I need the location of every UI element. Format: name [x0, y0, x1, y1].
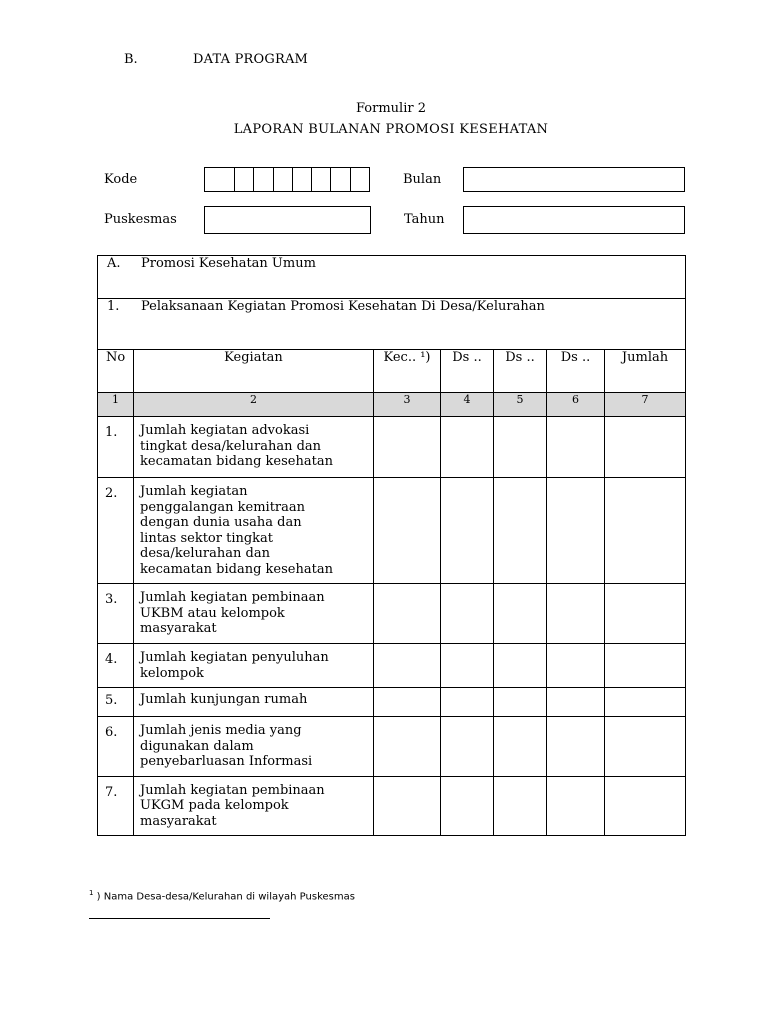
cell-ds[interactable] — [441, 584, 494, 644]
kode-digit-box[interactable] — [254, 168, 273, 191]
report-table — [97, 255, 686, 836]
cell-ds[interactable] — [547, 776, 605, 836]
kegiatan-line: kecamatan bidang kesehatan — [140, 454, 333, 469]
kode-digit-box[interactable] — [293, 168, 312, 191]
section-letter: B. — [124, 52, 138, 67]
footnote — [89, 889, 355, 902]
cell-jumlah[interactable] — [605, 717, 686, 777]
footnote-divider — [89, 918, 270, 919]
cell-ds[interactable] — [441, 417, 494, 478]
bulan-label: Bulan — [403, 172, 442, 187]
cell-ds[interactable] — [441, 478, 494, 584]
row-kegiatan — [134, 417, 374, 478]
header-kegiatan: Kegiatan — [134, 350, 374, 393]
kegiatan-line: masyarakat — [140, 813, 217, 829]
table-row — [98, 584, 686, 644]
subsection-1-title: Pelaksanaan Kegiatan Promosi Kesehatan Di Desa/Kelurahan — [141, 299, 545, 314]
cell-jumlah[interactable] — [605, 644, 686, 688]
cell-jumlah[interactable] — [605, 584, 686, 644]
column-index: 4 — [441, 393, 494, 417]
column-index: 2 — [134, 393, 374, 417]
kegiatan-line: Jumlah kegiatan — [140, 484, 248, 499]
puskesmas-label: Puskesmas — [104, 212, 177, 227]
table-row — [98, 478, 686, 584]
cell-jumlah[interactable] — [605, 688, 686, 717]
row-number: 6. — [98, 717, 134, 777]
cell-ds[interactable] — [547, 688, 605, 717]
cell-kec[interactable] — [374, 417, 441, 478]
cell-ds[interactable] — [494, 776, 547, 836]
footnote-text: ) Nama Desa-desa/Kelurahan di wilayah Puskesmas — [96, 891, 355, 903]
cell-ds[interactable] — [547, 644, 605, 688]
column-index: 3 — [374, 393, 441, 417]
kode-input-grid[interactable] — [204, 167, 370, 192]
table-row — [98, 688, 686, 717]
kegiatan-line: UKGM pada kelompok — [140, 798, 289, 813]
row-kegiatan — [134, 644, 374, 688]
cell-kec[interactable] — [374, 478, 441, 584]
kegiatan-line: digunakan dalam — [140, 738, 254, 754]
cell-ds[interactable] — [441, 688, 494, 717]
kegiatan-line: Jumlah kegiatan pembinaan — [140, 590, 325, 605]
row-number: 7. — [98, 776, 134, 836]
tahun-field[interactable] — [463, 206, 685, 234]
subsection-1-row — [98, 299, 686, 350]
cell-ds[interactable] — [547, 417, 605, 478]
kegiatan-line: kecamatan bidang kesehatan — [140, 561, 333, 577]
section-title: DATA PROGRAM — [193, 52, 309, 67]
kode-digit-box[interactable] — [274, 168, 293, 191]
cell-ds[interactable] — [494, 717, 547, 777]
row-kegiatan — [134, 717, 374, 777]
table-header-row — [98, 350, 686, 393]
cell-kec[interactable] — [374, 584, 441, 644]
cell-ds[interactable] — [494, 478, 547, 584]
header-ds-3: Ds .. — [547, 350, 605, 393]
kegiatan-line: tingkat desa/kelurahan dan — [140, 438, 322, 454]
kode-digit-box[interactable] — [351, 168, 369, 191]
row-number: 4. — [98, 644, 134, 688]
kegiatan-line: dengan dunia usaha dan — [140, 515, 302, 530]
row-kegiatan — [134, 776, 374, 836]
header-no: No — [98, 350, 134, 393]
column-index: 1 — [98, 393, 134, 417]
footnote-mark: 1 — [89, 889, 94, 897]
cell-ds[interactable] — [494, 688, 547, 717]
row-number: 1. — [98, 417, 134, 478]
row-kegiatan — [134, 584, 374, 644]
cell-ds[interactable] — [547, 478, 605, 584]
kegiatan-line: penggalangan kemitraan — [140, 499, 306, 515]
bulan-field[interactable] — [463, 167, 685, 192]
cell-ds[interactable] — [441, 717, 494, 777]
cell-ds[interactable] — [441, 776, 494, 836]
row-number: 5. — [98, 688, 134, 717]
section-a-row — [98, 256, 686, 299]
cell-kec[interactable] — [374, 688, 441, 717]
puskesmas-field[interactable] — [204, 206, 371, 234]
cell-ds[interactable] — [441, 644, 494, 688]
kegiatan-line: lintas sektor tingkat — [140, 530, 274, 546]
cell-kec[interactable] — [374, 717, 441, 777]
kode-digit-box[interactable] — [205, 168, 235, 191]
row-number: 2. — [98, 478, 134, 584]
column-index: 5 — [494, 393, 547, 417]
cell-ds[interactable] — [547, 717, 605, 777]
kegiatan-line: penyebarluasan Informasi — [140, 754, 313, 769]
tahun-label: Tahun — [404, 212, 445, 227]
subsection-1-number: 1. — [107, 299, 120, 314]
kegiatan-line: kelompok — [140, 665, 204, 681]
kode-digit-box[interactable] — [312, 168, 331, 191]
kegiatan-line: UKBM atau kelompok — [140, 605, 285, 621]
kode-label: Kode — [104, 172, 138, 187]
form-number: Formulir 2 — [356, 101, 426, 116]
column-index-row — [98, 393, 686, 417]
kegiatan-line: desa/kelurahan dan — [140, 546, 270, 561]
form-title: LAPORAN BULANAN PROMOSI KESEHATAN — [233, 122, 549, 137]
cell-kec[interactable] — [374, 644, 441, 688]
kegiatan-line: Jumlah jenis media yang — [140, 723, 302, 738]
kode-digit-box[interactable] — [235, 168, 254, 191]
row-kegiatan — [134, 688, 374, 717]
column-index: 7 — [605, 393, 686, 417]
row-kegiatan — [134, 478, 374, 584]
kegiatan-line: Jumlah kunjungan rumah — [140, 692, 308, 707]
kegiatan-line: Jumlah kegiatan penyuluhan — [140, 650, 329, 665]
table-row — [98, 417, 686, 478]
header-ds-1: Ds .. — [441, 350, 494, 393]
column-index: 6 — [547, 393, 605, 417]
header-ds-2: Ds .. — [494, 350, 547, 393]
kegiatan-line: Jumlah kegiatan pembinaan — [140, 782, 325, 798]
table-row — [98, 776, 686, 836]
header-jumlah: Jumlah — [605, 350, 686, 393]
kode-digit-box[interactable] — [331, 168, 350, 191]
kegiatan-line: Jumlah kegiatan advokasi — [140, 423, 310, 438]
section-a-title: Promosi Kesehatan Umum — [141, 256, 316, 271]
table-row — [98, 717, 686, 777]
section-a-number: A. — [107, 256, 121, 271]
cell-ds[interactable] — [494, 417, 547, 478]
cell-kec[interactable] — [374, 776, 441, 836]
header-kec: Kec.. ¹) — [374, 350, 441, 393]
cell-ds[interactable] — [494, 644, 547, 688]
cell-ds[interactable] — [494, 584, 547, 644]
table-row — [98, 644, 686, 688]
row-number: 3. — [98, 584, 134, 644]
kegiatan-line: masyarakat — [140, 621, 217, 636]
cell-jumlah[interactable] — [605, 478, 686, 584]
cell-jumlah[interactable] — [605, 417, 686, 478]
cell-jumlah[interactable] — [605, 776, 686, 836]
cell-ds[interactable] — [547, 584, 605, 644]
